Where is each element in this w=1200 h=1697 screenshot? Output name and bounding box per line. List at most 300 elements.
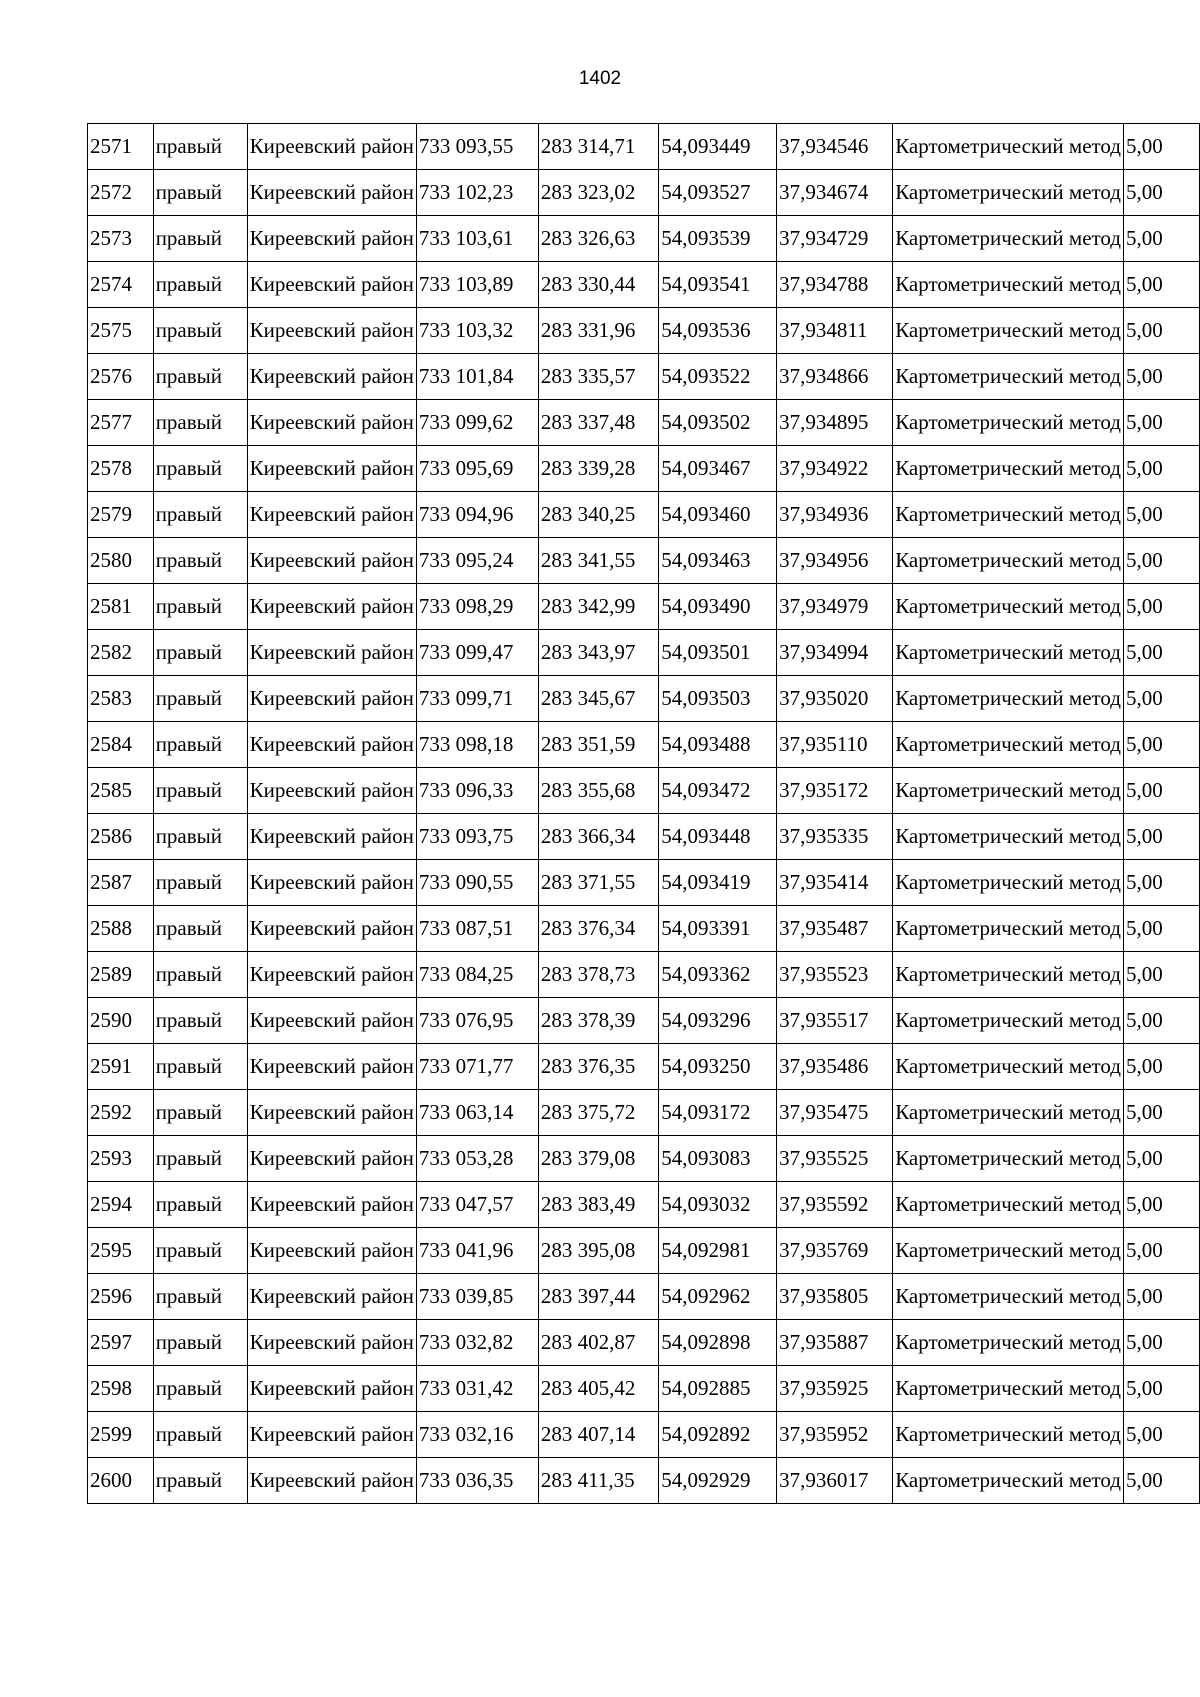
district-cell: Киреевский район (247, 538, 416, 584)
longitude-cell: 37,935952 (777, 1412, 893, 1458)
accuracy-cell: 5,00 (1124, 446, 1200, 492)
point-number-cell: 2593 (88, 1136, 154, 1182)
y-coordinate-cell: 283 405,42 (538, 1366, 658, 1412)
bank-side-cell: правый (153, 446, 247, 492)
x-coordinate-cell: 733 047,57 (416, 1182, 538, 1228)
latitude-cell: 54,093522 (659, 354, 777, 400)
longitude-cell: 37,935805 (777, 1274, 893, 1320)
district-cell: Киреевский район (247, 1274, 416, 1320)
latitude-cell: 54,093527 (659, 170, 777, 216)
y-coordinate-cell: 283 331,96 (538, 308, 658, 354)
longitude-cell: 37,935525 (777, 1136, 893, 1182)
x-coordinate-cell: 733 063,14 (416, 1090, 538, 1136)
coordinates-table (87, 123, 1200, 1504)
table-row (88, 768, 1200, 814)
bank-side-cell: правый (153, 538, 247, 584)
method-cell: Картометрический метод (893, 446, 1124, 492)
accuracy-cell: 5,00 (1124, 952, 1200, 998)
latitude-cell: 54,093391 (659, 906, 777, 952)
point-number-cell: 2595 (88, 1228, 154, 1274)
table-row (88, 952, 1200, 998)
longitude-cell: 37,935517 (777, 998, 893, 1044)
point-number-cell: 2572 (88, 170, 154, 216)
table-row (88, 722, 1200, 768)
x-coordinate-cell: 733 103,32 (416, 308, 538, 354)
point-number-cell: 2571 (88, 124, 154, 170)
longitude-cell: 37,936017 (777, 1458, 893, 1504)
method-cell: Картометрический метод (893, 492, 1124, 538)
latitude-cell: 54,093488 (659, 722, 777, 768)
accuracy-cell: 5,00 (1124, 1412, 1200, 1458)
y-coordinate-cell: 283 342,99 (538, 584, 658, 630)
point-number-cell: 2581 (88, 584, 154, 630)
table-row (88, 630, 1200, 676)
table-row (88, 1044, 1200, 1090)
x-coordinate-cell: 733 099,62 (416, 400, 538, 446)
table-row (88, 170, 1200, 216)
district-cell: Киреевский район (247, 768, 416, 814)
x-coordinate-cell: 733 053,28 (416, 1136, 538, 1182)
point-number-cell: 2579 (88, 492, 154, 538)
x-coordinate-cell: 733 039,85 (416, 1274, 538, 1320)
method-cell: Картометрический метод (893, 1458, 1124, 1504)
table-row (88, 1320, 1200, 1366)
y-coordinate-cell: 283 395,08 (538, 1228, 658, 1274)
longitude-cell: 37,935523 (777, 952, 893, 998)
x-coordinate-cell: 733 103,61 (416, 216, 538, 262)
y-coordinate-cell: 283 355,68 (538, 768, 658, 814)
table-row (88, 308, 1200, 354)
method-cell: Картометрический метод (893, 1320, 1124, 1366)
page-number: 1402 (578, 68, 622, 89)
y-coordinate-cell: 283 314,71 (538, 124, 658, 170)
method-cell: Картометрический метод (893, 630, 1124, 676)
x-coordinate-cell: 733 093,75 (416, 814, 538, 860)
accuracy-cell: 5,00 (1124, 354, 1200, 400)
accuracy-cell: 5,00 (1124, 722, 1200, 768)
longitude-cell: 37,934979 (777, 584, 893, 630)
point-number-cell: 2597 (88, 1320, 154, 1366)
district-cell: Киреевский район (247, 952, 416, 998)
accuracy-cell: 5,00 (1124, 124, 1200, 170)
method-cell: Картометрический метод (893, 1044, 1124, 1090)
longitude-cell: 37,935110 (777, 722, 893, 768)
latitude-cell: 54,092929 (659, 1458, 777, 1504)
accuracy-cell: 5,00 (1124, 906, 1200, 952)
accuracy-cell: 5,00 (1124, 814, 1200, 860)
method-cell: Картометрический метод (893, 262, 1124, 308)
y-coordinate-cell: 283 407,14 (538, 1412, 658, 1458)
accuracy-cell: 5,00 (1124, 1458, 1200, 1504)
longitude-cell: 37,935769 (777, 1228, 893, 1274)
bank-side-cell: правый (153, 1090, 247, 1136)
table-row (88, 216, 1200, 262)
latitude-cell: 54,093362 (659, 952, 777, 998)
y-coordinate-cell: 283 339,28 (538, 446, 658, 492)
point-number-cell: 2592 (88, 1090, 154, 1136)
latitude-cell: 54,092898 (659, 1320, 777, 1366)
x-coordinate-cell: 733 102,23 (416, 170, 538, 216)
x-coordinate-cell: 733 095,24 (416, 538, 538, 584)
point-number-cell: 2576 (88, 354, 154, 400)
y-coordinate-cell: 283 335,57 (538, 354, 658, 400)
table-row (88, 584, 1200, 630)
table-row (88, 1274, 1200, 1320)
table-body (88, 124, 1200, 1504)
method-cell: Картометрический метод (893, 1366, 1124, 1412)
district-cell: Киреевский район (247, 400, 416, 446)
accuracy-cell: 5,00 (1124, 676, 1200, 722)
bank-side-cell: правый (153, 1182, 247, 1228)
district-cell: Киреевский район (247, 1320, 416, 1366)
bank-side-cell: правый (153, 400, 247, 446)
bank-side-cell: правый (153, 308, 247, 354)
x-coordinate-cell: 733 095,69 (416, 446, 538, 492)
table-row (88, 400, 1200, 446)
x-coordinate-cell: 733 093,55 (416, 124, 538, 170)
district-cell: Киреевский район (247, 446, 416, 492)
accuracy-cell: 5,00 (1124, 1090, 1200, 1136)
y-coordinate-cell: 283 323,02 (538, 170, 658, 216)
table-row (88, 538, 1200, 584)
method-cell: Картометрический метод (893, 354, 1124, 400)
longitude-cell: 37,935486 (777, 1044, 893, 1090)
table-row (88, 1090, 1200, 1136)
bank-side-cell: правый (153, 860, 247, 906)
method-cell: Картометрический метод (893, 1136, 1124, 1182)
bank-side-cell: правый (153, 630, 247, 676)
district-cell: Киреевский район (247, 814, 416, 860)
x-coordinate-cell: 733 031,42 (416, 1366, 538, 1412)
longitude-cell: 37,934866 (777, 354, 893, 400)
accuracy-cell: 5,00 (1124, 1320, 1200, 1366)
table-row (88, 860, 1200, 906)
y-coordinate-cell: 283 378,73 (538, 952, 658, 998)
bank-side-cell: правый (153, 1320, 247, 1366)
y-coordinate-cell: 283 343,97 (538, 630, 658, 676)
bank-side-cell: правый (153, 906, 247, 952)
table-row (88, 998, 1200, 1044)
x-coordinate-cell: 733 087,51 (416, 906, 538, 952)
latitude-cell: 54,093536 (659, 308, 777, 354)
table-row (88, 124, 1200, 170)
method-cell: Картометрический метод (893, 400, 1124, 446)
method-cell: Картометрический метод (893, 952, 1124, 998)
district-cell: Киреевский район (247, 1228, 416, 1274)
point-number-cell: 2598 (88, 1366, 154, 1412)
x-coordinate-cell: 733 096,33 (416, 768, 538, 814)
district-cell: Киреевский район (247, 1136, 416, 1182)
y-coordinate-cell: 283 376,35 (538, 1044, 658, 1090)
latitude-cell: 54,093539 (659, 216, 777, 262)
method-cell: Картометрический метод (893, 1412, 1124, 1458)
y-coordinate-cell: 283 340,25 (538, 492, 658, 538)
longitude-cell: 37,935592 (777, 1182, 893, 1228)
accuracy-cell: 5,00 (1124, 170, 1200, 216)
y-coordinate-cell: 283 371,55 (538, 860, 658, 906)
latitude-cell: 54,093250 (659, 1044, 777, 1090)
longitude-cell: 37,934674 (777, 170, 893, 216)
accuracy-cell: 5,00 (1124, 1044, 1200, 1090)
longitude-cell: 37,934546 (777, 124, 893, 170)
latitude-cell: 54,093449 (659, 124, 777, 170)
longitude-cell: 37,934994 (777, 630, 893, 676)
bank-side-cell: правый (153, 1228, 247, 1274)
table-row (88, 1136, 1200, 1182)
district-cell: Киреевский район (247, 1458, 416, 1504)
district-cell: Киреевский район (247, 1412, 416, 1458)
bank-side-cell: правый (153, 1366, 247, 1412)
district-cell: Киреевский район (247, 1090, 416, 1136)
point-number-cell: 2591 (88, 1044, 154, 1090)
y-coordinate-cell: 283 378,39 (538, 998, 658, 1044)
latitude-cell: 54,092892 (659, 1412, 777, 1458)
x-coordinate-cell: 733 101,84 (416, 354, 538, 400)
x-coordinate-cell: 733 076,95 (416, 998, 538, 1044)
latitude-cell: 54,092981 (659, 1228, 777, 1274)
accuracy-cell: 5,00 (1124, 584, 1200, 630)
latitude-cell: 54,093463 (659, 538, 777, 584)
table-row (88, 1458, 1200, 1504)
longitude-cell: 37,935475 (777, 1090, 893, 1136)
point-number-cell: 2584 (88, 722, 154, 768)
point-number-cell: 2594 (88, 1182, 154, 1228)
method-cell: Картометрический метод (893, 216, 1124, 262)
table-row (88, 1182, 1200, 1228)
latitude-cell: 54,093502 (659, 400, 777, 446)
latitude-cell: 54,093448 (659, 814, 777, 860)
point-number-cell: 2599 (88, 1412, 154, 1458)
method-cell: Картометрический метод (893, 1228, 1124, 1274)
accuracy-cell: 5,00 (1124, 1136, 1200, 1182)
accuracy-cell: 5,00 (1124, 1366, 1200, 1412)
bank-side-cell: правый (153, 1274, 247, 1320)
bank-side-cell: правый (153, 768, 247, 814)
district-cell: Киреевский район (247, 308, 416, 354)
district-cell: Киреевский район (247, 906, 416, 952)
latitude-cell: 54,093503 (659, 676, 777, 722)
accuracy-cell: 5,00 (1124, 1274, 1200, 1320)
y-coordinate-cell: 283 341,55 (538, 538, 658, 584)
y-coordinate-cell: 283 376,34 (538, 906, 658, 952)
longitude-cell: 37,934936 (777, 492, 893, 538)
method-cell: Картометрический метод (893, 170, 1124, 216)
district-cell: Киреевский район (247, 216, 416, 262)
longitude-cell: 37,935925 (777, 1366, 893, 1412)
point-number-cell: 2600 (88, 1458, 154, 1504)
district-cell: Киреевский район (247, 584, 416, 630)
latitude-cell: 54,093472 (659, 768, 777, 814)
table-row (88, 1366, 1200, 1412)
bank-side-cell: правый (153, 584, 247, 630)
bank-side-cell: правый (153, 124, 247, 170)
accuracy-cell: 5,00 (1124, 308, 1200, 354)
latitude-cell: 54,093541 (659, 262, 777, 308)
latitude-cell: 54,093172 (659, 1090, 777, 1136)
longitude-cell: 37,934895 (777, 400, 893, 446)
point-number-cell: 2577 (88, 400, 154, 446)
x-coordinate-cell: 733 084,25 (416, 952, 538, 998)
y-coordinate-cell: 283 397,44 (538, 1274, 658, 1320)
y-coordinate-cell: 283 383,49 (538, 1182, 658, 1228)
point-number-cell: 2578 (88, 446, 154, 492)
method-cell: Картометрический метод (893, 998, 1124, 1044)
point-number-cell: 2585 (88, 768, 154, 814)
y-coordinate-cell: 283 330,44 (538, 262, 658, 308)
point-number-cell: 2588 (88, 906, 154, 952)
method-cell: Картометрический метод (893, 676, 1124, 722)
x-coordinate-cell: 733 099,47 (416, 630, 538, 676)
bank-side-cell: правый (153, 1458, 247, 1504)
latitude-cell: 54,093467 (659, 446, 777, 492)
longitude-cell: 37,935172 (777, 768, 893, 814)
longitude-cell: 37,934956 (777, 538, 893, 584)
longitude-cell: 37,935887 (777, 1320, 893, 1366)
point-number-cell: 2587 (88, 860, 154, 906)
bank-side-cell: правый (153, 170, 247, 216)
method-cell: Картометрический метод (893, 124, 1124, 170)
district-cell: Киреевский район (247, 1044, 416, 1090)
longitude-cell: 37,935335 (777, 814, 893, 860)
bank-side-cell: правый (153, 1412, 247, 1458)
method-cell: Картометрический метод (893, 722, 1124, 768)
method-cell: Картометрический метод (893, 584, 1124, 630)
bank-side-cell: правый (153, 998, 247, 1044)
bank-side-cell: правый (153, 354, 247, 400)
longitude-cell: 37,934729 (777, 216, 893, 262)
accuracy-cell: 5,00 (1124, 216, 1200, 262)
point-number-cell: 2575 (88, 308, 154, 354)
district-cell: Киреевский район (247, 722, 416, 768)
table-row (88, 446, 1200, 492)
method-cell: Картометрический метод (893, 1182, 1124, 1228)
accuracy-cell: 5,00 (1124, 860, 1200, 906)
accuracy-cell: 5,00 (1124, 630, 1200, 676)
y-coordinate-cell: 283 375,72 (538, 1090, 658, 1136)
latitude-cell: 54,093419 (659, 860, 777, 906)
x-coordinate-cell: 733 032,16 (416, 1412, 538, 1458)
y-coordinate-cell: 283 326,63 (538, 216, 658, 262)
method-cell: Картометрический метод (893, 906, 1124, 952)
point-number-cell: 2574 (88, 262, 154, 308)
district-cell: Киреевский район (247, 262, 416, 308)
point-number-cell: 2580 (88, 538, 154, 584)
latitude-cell: 54,093032 (659, 1182, 777, 1228)
latitude-cell: 54,093501 (659, 630, 777, 676)
method-cell: Картометрический метод (893, 1090, 1124, 1136)
district-cell: Киреевский район (247, 1366, 416, 1412)
point-number-cell: 2583 (88, 676, 154, 722)
point-number-cell: 2582 (88, 630, 154, 676)
accuracy-cell: 5,00 (1124, 262, 1200, 308)
y-coordinate-cell: 283 402,87 (538, 1320, 658, 1366)
latitude-cell: 54,093296 (659, 998, 777, 1044)
bank-side-cell: правый (153, 952, 247, 998)
table-row (88, 1228, 1200, 1274)
point-number-cell: 2590 (88, 998, 154, 1044)
method-cell: Картометрический метод (893, 814, 1124, 860)
x-coordinate-cell: 733 098,18 (416, 722, 538, 768)
longitude-cell: 37,934788 (777, 262, 893, 308)
table-row (88, 492, 1200, 538)
table-row (88, 354, 1200, 400)
bank-side-cell: правый (153, 262, 247, 308)
x-coordinate-cell: 733 036,35 (416, 1458, 538, 1504)
latitude-cell: 54,092962 (659, 1274, 777, 1320)
point-number-cell: 2586 (88, 814, 154, 860)
bank-side-cell: правый (153, 814, 247, 860)
longitude-cell: 37,935020 (777, 676, 893, 722)
point-number-cell: 2589 (88, 952, 154, 998)
y-coordinate-cell: 283 366,34 (538, 814, 658, 860)
method-cell: Картометрический метод (893, 308, 1124, 354)
method-cell: Картометрический метод (893, 538, 1124, 584)
table-row (88, 676, 1200, 722)
x-coordinate-cell: 733 099,71 (416, 676, 538, 722)
point-number-cell: 2573 (88, 216, 154, 262)
x-coordinate-cell: 733 103,89 (416, 262, 538, 308)
table-row (88, 906, 1200, 952)
table-row (88, 262, 1200, 308)
accuracy-cell: 5,00 (1124, 400, 1200, 446)
y-coordinate-cell: 283 337,48 (538, 400, 658, 446)
longitude-cell: 37,935487 (777, 906, 893, 952)
bank-side-cell: правый (153, 722, 247, 768)
bank-side-cell: правый (153, 1044, 247, 1090)
y-coordinate-cell: 283 345,67 (538, 676, 658, 722)
x-coordinate-cell: 733 071,77 (416, 1044, 538, 1090)
district-cell: Киреевский район (247, 860, 416, 906)
latitude-cell: 54,093490 (659, 584, 777, 630)
district-cell: Киреевский район (247, 124, 416, 170)
bank-side-cell: правый (153, 1136, 247, 1182)
x-coordinate-cell: 733 098,29 (416, 584, 538, 630)
latitude-cell: 54,092885 (659, 1366, 777, 1412)
accuracy-cell: 5,00 (1124, 768, 1200, 814)
method-cell: Картометрический метод (893, 1274, 1124, 1320)
longitude-cell: 37,934811 (777, 308, 893, 354)
bank-side-cell: правый (153, 492, 247, 538)
district-cell: Киреевский район (247, 1182, 416, 1228)
district-cell: Киреевский район (247, 998, 416, 1044)
latitude-cell: 54,093083 (659, 1136, 777, 1182)
accuracy-cell: 5,00 (1124, 538, 1200, 584)
method-cell: Картометрический метод (893, 768, 1124, 814)
district-cell: Киреевский район (247, 354, 416, 400)
district-cell: Киреевский район (247, 630, 416, 676)
x-coordinate-cell: 733 090,55 (416, 860, 538, 906)
table-row (88, 1412, 1200, 1458)
point-number-cell: 2596 (88, 1274, 154, 1320)
latitude-cell: 54,093460 (659, 492, 777, 538)
district-cell: Киреевский район (247, 492, 416, 538)
method-cell: Картометрический метод (893, 860, 1124, 906)
table-row (88, 814, 1200, 860)
x-coordinate-cell: 733 041,96 (416, 1228, 538, 1274)
bank-side-cell: правый (153, 216, 247, 262)
accuracy-cell: 5,00 (1124, 492, 1200, 538)
longitude-cell: 37,934922 (777, 446, 893, 492)
accuracy-cell: 5,00 (1124, 1182, 1200, 1228)
x-coordinate-cell: 733 032,82 (416, 1320, 538, 1366)
y-coordinate-cell: 283 351,59 (538, 722, 658, 768)
accuracy-cell: 5,00 (1124, 998, 1200, 1044)
y-coordinate-cell: 283 411,35 (538, 1458, 658, 1504)
district-cell: Киреевский район (247, 676, 416, 722)
y-coordinate-cell: 283 379,08 (538, 1136, 658, 1182)
bank-side-cell: правый (153, 676, 247, 722)
x-coordinate-cell: 733 094,96 (416, 492, 538, 538)
